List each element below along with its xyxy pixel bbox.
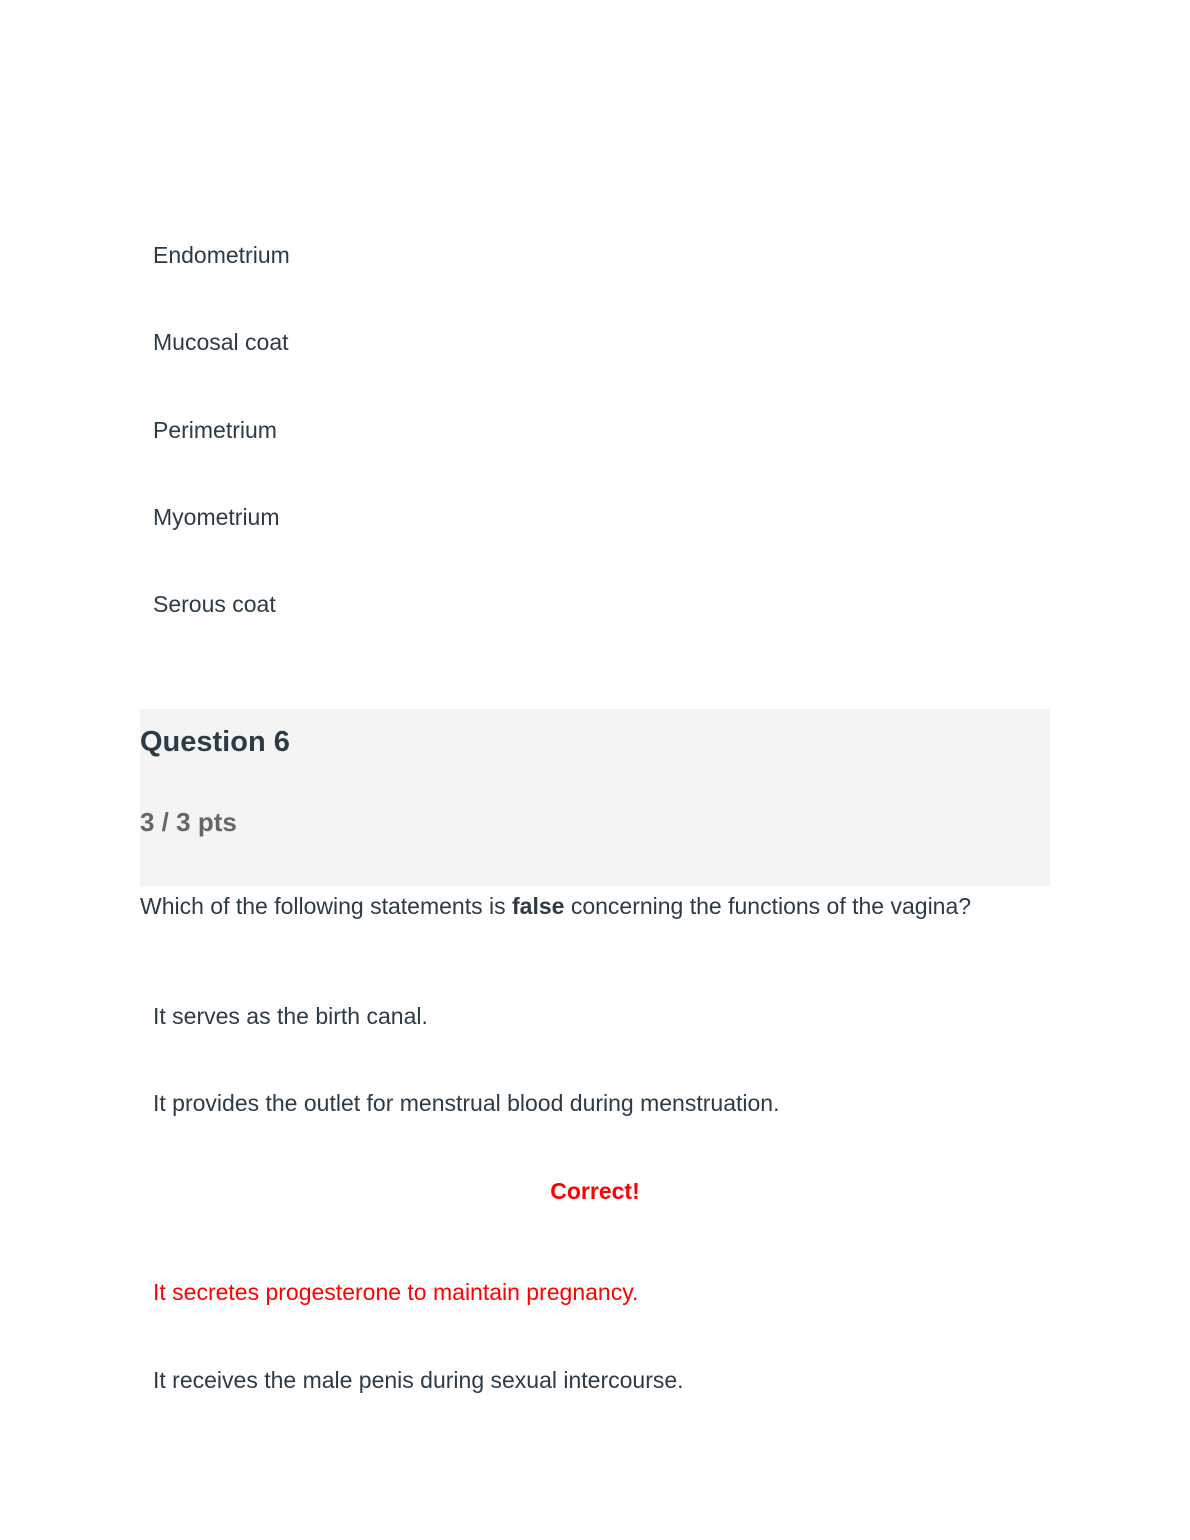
question-text-before: Which of the following statements is [140, 893, 512, 919]
question-points: 3 / 3 pts [140, 807, 237, 837]
answer-option[interactable]: Endometrium [153, 242, 290, 268]
question-text-after: concerning the functions of the vagina? [564, 893, 972, 919]
question-text [140, 892, 971, 920]
correct-label: Correct! [550, 1178, 640, 1204]
question-title: Question 6 [140, 726, 290, 758]
answer-option[interactable]: Perimetrium [153, 417, 277, 443]
answer-option[interactable]: It provides the outlet for menstrual blood during menstruation. [153, 1090, 780, 1116]
answer-option[interactable]: Myometrium [153, 504, 280, 530]
answer-option[interactable]: It serves as the birth canal. [153, 1003, 428, 1029]
answer-option-correct[interactable]: It secretes progesterone to maintain pregnancy. [153, 1279, 639, 1305]
question-text-bold: false [512, 893, 565, 919]
answer-option[interactable]: Mucosal coat [153, 329, 289, 355]
answer-option[interactable]: It receives the male penis during sexual intercourse. [153, 1367, 684, 1393]
answer-option[interactable]: Serous coat [153, 591, 276, 617]
